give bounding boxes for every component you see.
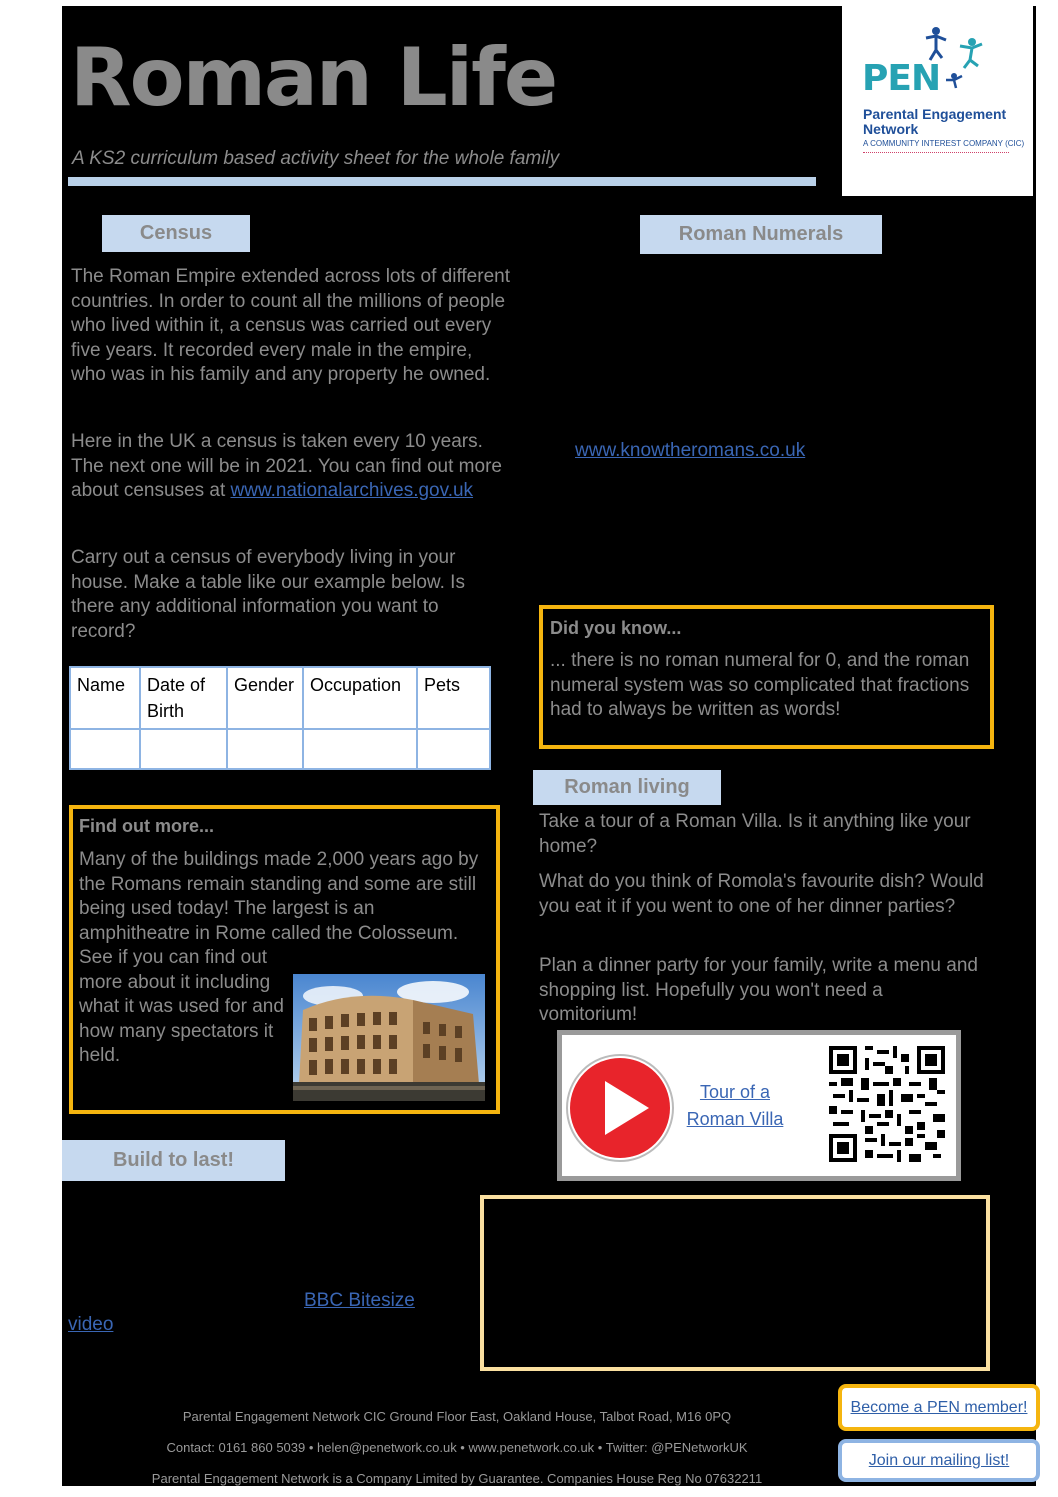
title-divider bbox=[68, 177, 816, 186]
villa-tour-link-line1[interactable]: Tour of a bbox=[699, 1082, 771, 1102]
pen-logo bbox=[842, 6, 1033, 196]
build-to-last-heading: Build to last! bbox=[62, 1140, 285, 1181]
roman-living-para-2: What do you think of Romola's favourite dish? Would you eat it if you went to one of her dinner parties? bbox=[539, 871, 984, 917]
roman-living-heading: Roman living bbox=[533, 770, 721, 805]
roman-living-para-1: Take a tour of a Roman Villa. Is it anything like your home? bbox=[539, 811, 971, 857]
table-header-occupation: Occupation bbox=[303, 667, 417, 729]
footer-company: Parental Engagement Network is a Company Limited by Guarantee. Companies House Reg No 07632211 bbox=[151, 1471, 763, 1486]
census-heading: Census bbox=[102, 215, 250, 252]
census-para-2-text: Here in the UK a census is taken every 10 years. The next one will be in 2021. You can find out more about censuses at bbox=[71, 431, 502, 502]
pen-logo-line3: A COMMUNITY INTEREST COMPANY (CIC) bbox=[863, 139, 1025, 148]
table-header-gender: Gender bbox=[227, 667, 303, 729]
bbc-bitesize-video-link[interactable]: video bbox=[68, 1314, 114, 1335]
national-archives-link[interactable]: www.nationalarchives.gov.uk bbox=[230, 480, 474, 502]
footer-contact: Contact: 0161 860 5039 • helen@penetwork.co.uk • www.penetwork.co.uk • Twitter: @PENetworkUK bbox=[166, 1440, 748, 1455]
join-mailing-list-button[interactable]: Join our mailing list! bbox=[838, 1439, 1040, 1482]
did-you-know-title: Did you know... bbox=[550, 618, 682, 638]
census-table bbox=[69, 666, 491, 770]
footer-address: Parental Engagement Network CIC Ground Floor East, Oakland House, Talbot Road, M16 0PQ bbox=[182, 1409, 732, 1424]
page-title: Roman Life bbox=[70, 31, 557, 124]
become-member-button[interactable]: Become a PEN member! bbox=[838, 1384, 1040, 1431]
build-activity-box bbox=[480, 1195, 990, 1371]
pen-logo-line2: Network bbox=[863, 121, 919, 137]
pen-logo-rule bbox=[863, 152, 1009, 153]
villa-tour-link[interactable] bbox=[685, 1079, 785, 1133]
roman-living-para-3: Plan a dinner party for your family, write a menu and shopping list. Hopefully you won't need a vomitorium! bbox=[539, 955, 978, 1026]
villa-tour-link-line2[interactable]: Roman Villa bbox=[686, 1109, 784, 1129]
table-cell bbox=[227, 729, 303, 769]
census-para-3: Carry out a census of everybody living in your house. Make a table like our example below. Is there any additional information you want to record? bbox=[71, 547, 465, 642]
table-header-name: Name bbox=[70, 667, 140, 729]
play-icon[interactable] bbox=[565, 1053, 675, 1163]
pen-logo-line1: Parental Engagement bbox=[863, 106, 1007, 122]
table-cell bbox=[70, 729, 140, 769]
page-subtitle: A KS2 curriculum based activity sheet for the whole family bbox=[72, 148, 560, 169]
census-para-1: The Roman Empire extended across lots of different countries. In order to count all the millions of people who lived within it, a census was carried out every five years. It recorded every male in the empire, who was in his family and any property he owned. bbox=[71, 266, 510, 386]
table-header-dob: Date of Birth bbox=[140, 667, 227, 729]
census-para-2 bbox=[71, 430, 511, 504]
find-out-more-title: Find out more... bbox=[79, 816, 214, 836]
qr-code-icon[interactable] bbox=[829, 1046, 945, 1162]
bbc-bitesize-link[interactable]: BBC Bitesize bbox=[304, 1290, 415, 1311]
table-header-pets: Pets bbox=[417, 667, 490, 729]
table-cell bbox=[303, 729, 417, 769]
pen-logo-text: PEN bbox=[862, 58, 941, 99]
know-the-romans-link[interactable]: www.knowtheromans.co.uk bbox=[575, 440, 806, 461]
table-cell bbox=[417, 729, 490, 769]
find-out-more-text-1: Many of the buildings made 2,000 years ago by the Romans remain standing and some are still being used today! The largest is an amphitheatre in Rome called the Colosseum. bbox=[79, 849, 479, 944]
table-cell bbox=[140, 729, 227, 769]
did-you-know-text: ... there is no roman numeral for 0, and the roman numeral system was so complicated that fractions had to always be written as words! bbox=[550, 650, 970, 721]
colosseum-image bbox=[293, 974, 485, 1101]
find-out-more-text-2: See if you can find out more about it including what it was used for and how many spectators it held. bbox=[79, 947, 284, 1067]
roman-numerals-heading: Roman Numerals bbox=[640, 215, 882, 254]
